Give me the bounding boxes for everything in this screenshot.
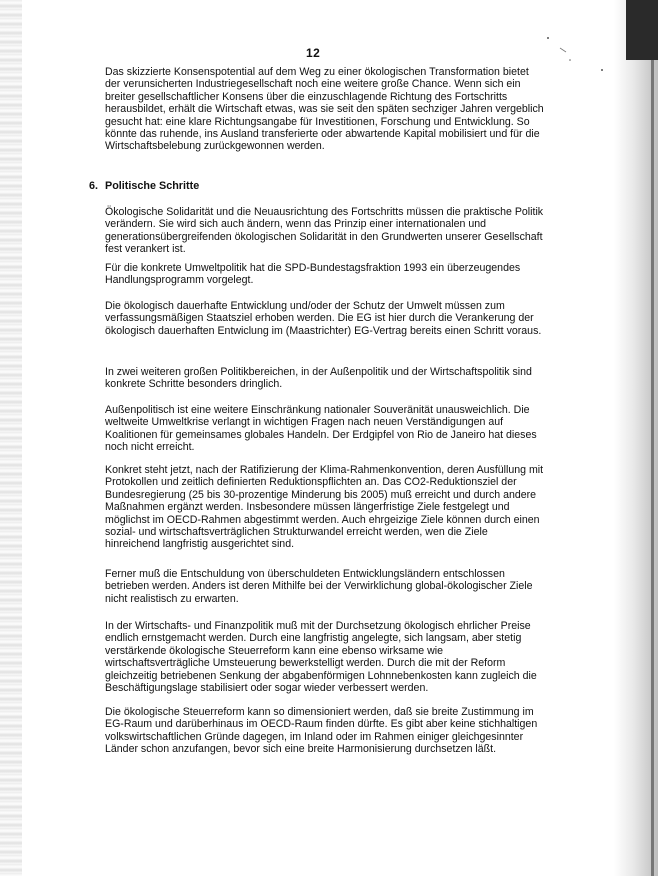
scan-right-edge bbox=[614, 0, 658, 876]
paragraph-staatsziel: Die ökologisch dauerhafte Entwicklung und/oder der Schutz der Umwelt müssen zum verfassungsmäßigen Staatsziel erhoben werden. Die EG ist hier durch die Verankerung der ökologisch dauerhaften Entwiclung im (Maastrichter) EG-Vertrag bereits einen Schritt voraus. bbox=[105, 300, 542, 337]
paragraph-intro: Das skizzierte Konsenspotential auf dem Weg zu einer ökologischen Transformation bietet der verunsicherten Industriegesellschaft noch eine weitere große Chance. Wenn sich ein breiter gesellschaftlicher Konsens über die einzuschlagende Richtung des Fortschritts herausbildet, erhält die Wirtschaft etwas, was sie seit den späten sechziger Jahren vergeblich gesucht hat: eine klare Richtungsangabe für Investitionen, Forschung und Entwicklung. So könnte das ruhende, ins Ausland transferierte oder abwartende Kapital mobilisiert und für die Wirtschaftsbelebung zurückgewonnen werden. bbox=[105, 66, 544, 153]
paragraph-foreign-policy: Außenpolitisch ist eine weitere Einschränkung nationaler Souveränität unausweichlich. Die weltweite Umweltkrise verlangt in wichtigen Fragen nach neuen Verständigungen auf Koalitionen für gemeinsames globales Handeln. Der Erdgipfel von Rio de Janeiro hat dieses noch nicht erreicht. bbox=[105, 404, 537, 454]
paragraph-policy-areas: In zwei weiteren großen Politikbereichen, in der Außenpolitik und der Wirtschaftspolitik sind konkrete Schritte besonders dringlich. bbox=[105, 366, 532, 391]
paragraph-tax-reform: Die ökologische Steuerreform kann so dimensioniert werden, daß sie breite Zustimmung im EG-Raum und darüberhinaus im OECD-Raum finden dürfte. Es gibt aber keine stichhaltigen volkswirtschaftlichen Gründe dagegen, im Inland oder im Rahmen einiger gleichgesinnter Länder schon anzufangen, bevor sich eine breite Harmonisierung durchsetzen läßt. bbox=[105, 706, 538, 756]
section-title: Politische Schritte bbox=[105, 180, 200, 192]
paragraph-solidarity: Ökologische Solidarität und die Neuausrichtung des Fortschritts müssen die praktische Politik verändern. Sie wird sich auch ändern, wenn das Prinzip einer internationalen und generationsübergreifenden ökologischen Solidarität in den Grundwerten unserer Gesellschaft fest verankert ist. bbox=[105, 206, 544, 256]
page-number: 12 bbox=[306, 46, 321, 60]
paragraph-debt-relief: Ferner muß die Entschuldung von überschuldeten Entwicklungsländern entschlossen betrieben werden. Anders ist deren Mithilfe bei der Verwirklichung global-ökologischer Ziele nicht realistisch zu erwarten. bbox=[105, 568, 533, 605]
scan-edge-band bbox=[651, 0, 654, 876]
paragraph-climate-convention: Konkret steht jetzt, nach der Ratifizierung der Klima-Rahmenkonvention, deren Ausfüllung mit Protokollen und zeitlich definierten Reduktionspflichten an. Das CO2-Reduktionsziel der Bundesregierung (25 bis 30-prozentige Minderung bis 2005) muß erreicht und durch andere Maßnahmen ergänzt werden. Insbesondere müssen längerfristige Ziele festgelegt und möglichst im OECD-Rahmen abgestimmt werden. Auch ehrgeizige Ziele können durch einen sozial- und wirtschaftsverträglichen Strukturwandel erreicht werden, wen die Ziele hinreichend langfristig ausgerichtet sind. bbox=[105, 464, 544, 551]
paragraph-spd-program: Für die konkrete Umweltpolitik hat die SPD-Bundestagsfraktion 1993 ein überzeugendes Handlungsprogramm vorgelegt. bbox=[105, 262, 521, 287]
scan-dark-corner bbox=[626, 0, 658, 60]
paragraph-economic-policy: In der Wirtschafts- und Finanzpolitik muß mit der Durchsetzung ökologisch ehrlicher Preise endlich ernstgemacht werden. Durch eine langfristig angelegte, sich langsam, aber stetig verstärkende ökologische Steuerreform kann eine ebenso wirksame wie wirtschaftsverträgliche Umsteuerung bewerkstelligt werden. Durch die mit der Reform gleichzeitig betriebenen Senkung der abgabenförmigen Lohnnebenkosten kann zugleich die Beschäftigungslage stabilisiert oder sogar wieder verbessert werden. bbox=[105, 620, 537, 695]
section-heading bbox=[89, 180, 529, 192]
scan-specks bbox=[540, 30, 620, 90]
scan-left-edge bbox=[0, 0, 22, 876]
section-number: 6. bbox=[89, 180, 99, 192]
